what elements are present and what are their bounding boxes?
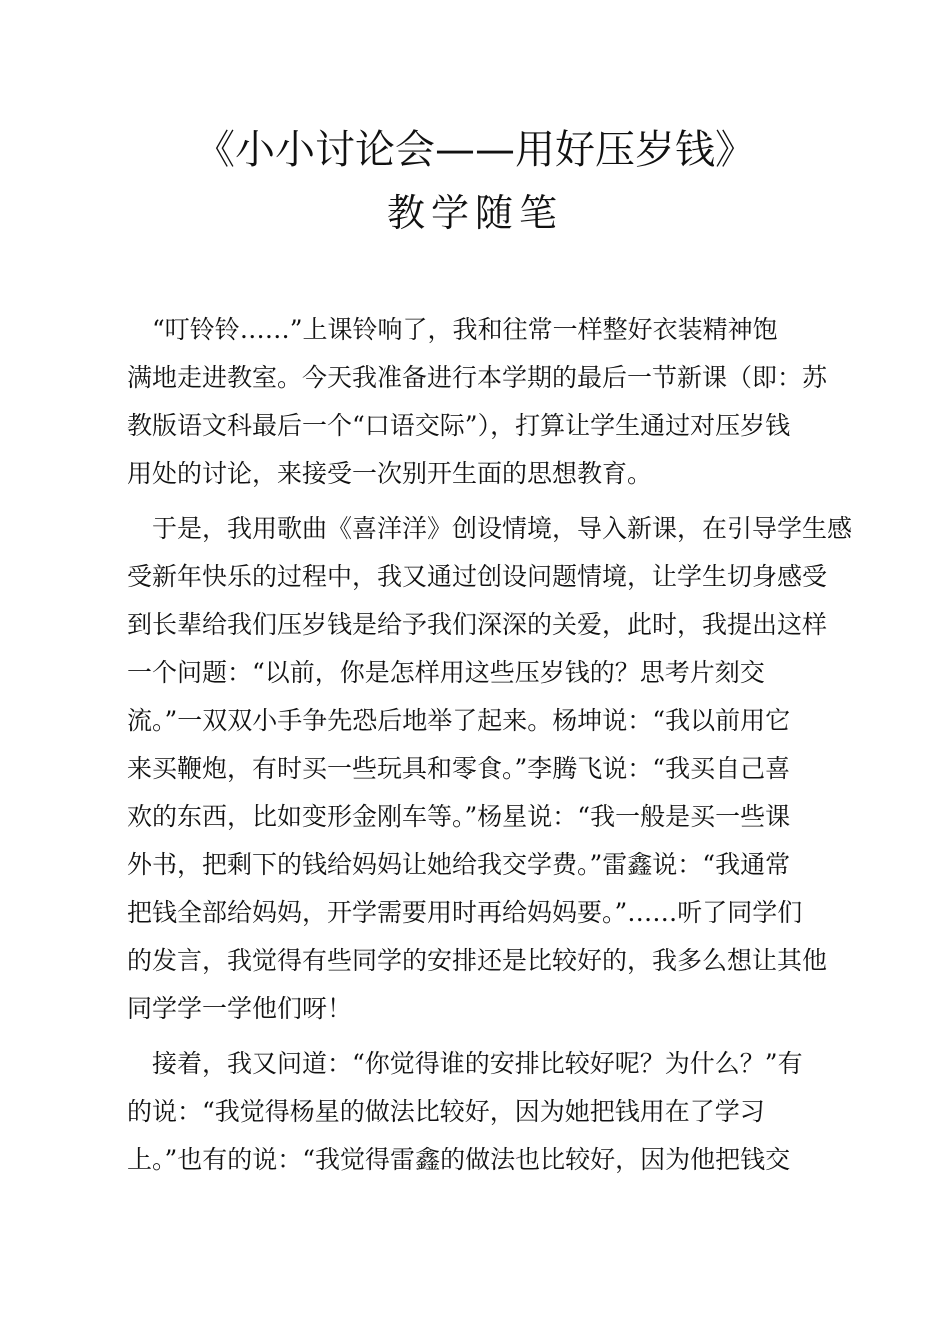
- body-line: 把钱全部给妈妈，开学需要用时再给妈妈要。”……听了同学们: [127, 898, 803, 927]
- body-line: 教版语文科最后一个“口语交际”），打算让学生通过对压岁钱: [127, 411, 791, 440]
- body-line: 来买鞭炮，有时买一些玩具和零食。”李腾飞说：“我买自己喜: [127, 754, 791, 783]
- body-line: 到长辈给我们压岁钱是给予我们深深的关爱，此时，我提出这样: [127, 610, 828, 639]
- body-line: 满地走进教室。今天我准备进行本学期的最后一节新课（即：苏: [127, 363, 828, 392]
- body-line: 外书，把剩下的钱给妈妈让她给我交学费。”雷鑫说：“我通常: [127, 850, 791, 879]
- body-line: 受新年快乐的过程中，我又通过创设问题情境，让学生切身感受: [127, 562, 828, 591]
- body-line: 流。”一双双小手争先恐后地举了起来。杨坤说：“我以前用它: [127, 706, 791, 735]
- body-line: 的发言，我觉得有些同学的安排还是比较好的，我多么想让其他: [127, 946, 828, 975]
- body-line: “叮铃铃……”上课铃响了，我和往常一样整好衣装精神饱: [127, 315, 778, 344]
- document-title: 《小小讨论会——用好压岁钱》: [195, 127, 755, 173]
- body-line: 的说：“我觉得杨星的做法比较好，因为她把钱用在了学习: [127, 1097, 765, 1126]
- body-line: 欢的东西，比如变形金刚车等。”杨星说：“我一般是买一些课: [127, 802, 791, 831]
- body-line: 一个问题：“以前，你是怎样用这些压岁钱的？思考片刻交: [127, 658, 765, 687]
- body-line: 于是，我用歌曲《喜洋洋》创设情境，导入新课，在引导学生感: [127, 514, 853, 543]
- body-line: 接着，我又问道：“你觉得谁的安排比较好呢？为什么？”有: [127, 1049, 803, 1078]
- document-subtitle: 教学随笔: [386, 191, 563, 235]
- body-line: 上。”也有的说：“我觉得雷鑫的做法也比较好，因为他把钱交: [127, 1145, 791, 1174]
- body-line: 用处的讨论，来接受一次别开生面的思想教育。: [127, 459, 653, 488]
- body-line: 同学学一学他们呀！: [127, 994, 353, 1023]
